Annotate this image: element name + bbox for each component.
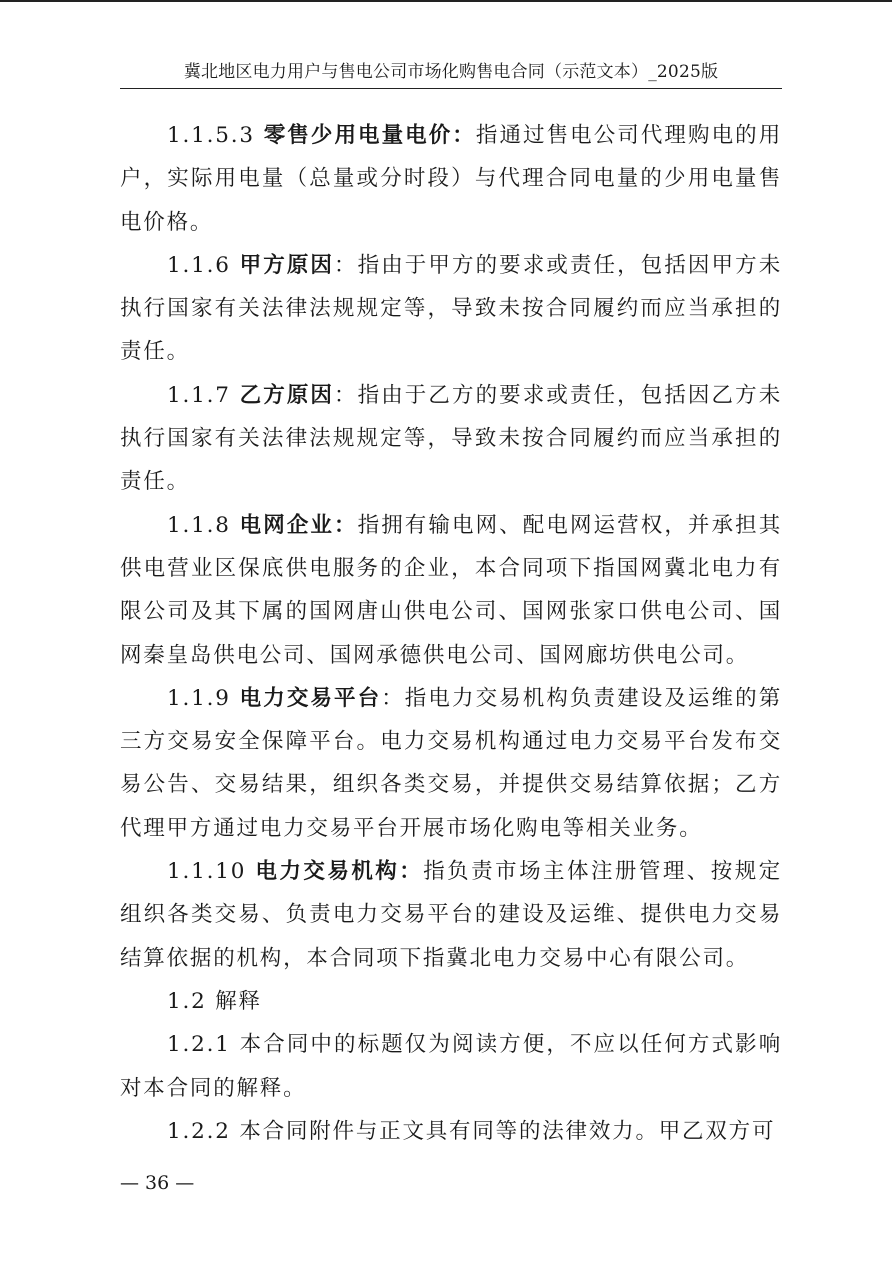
clause-1-1-9 <box>120 677 782 850</box>
clause-text: ：指由于甲方的要求或责任，包括因甲方未执行国家有关法律法规规定等，导致未按合同履约而应当承担的责任。 <box>120 252 783 365</box>
clause-text: ：指由于乙方的要求或责任，包括因乙方未执行国家有关法律法规规定等，导致未按合同履约而应当承担的责任。 <box>120 382 783 495</box>
running-header <box>120 56 782 89</box>
clause-text: 指拥有输电网、配电网运营权，并承担其供电营业区保底供电服务的企业，本合同项下指国网冀北电力有限公司及其下属的国网唐山供电公司、国网张家口供电公司、国网秦皇岛供电公司、国网承德供电公司、国网廊坊供电公司。 <box>120 512 782 668</box>
section-1-2 <box>120 980 782 1023</box>
clause-term: 电力交易机构： <box>255 859 424 885</box>
clause-term: 零售少用电量电价： <box>263 123 476 148</box>
clause-number: 1.1.8 <box>167 512 240 538</box>
clause-text: 指负责市场主体注册管理、按规定组织各类交易、负责电力交易平台的建设及运维、提供电力交易结算依据的机构，本合同项下指冀北电力交易中心有限公司。 <box>120 859 782 971</box>
clause-text: ：指电力交易机构负责建设及运维的第三方交易安全保障平台。电力交易机构通过电力交易平台发布交易公告、交易结果，组织各类交易，并提供交易结算依据；乙方代理甲方通过电力交易平台开展市场化购电等相关业务。 <box>120 685 782 841</box>
clause-text: 本合同中的标题仅为阅读方便，不应以任何方式影响对本合同的解释。 <box>120 1032 782 1101</box>
clause-term: 甲方原因 <box>239 252 335 278</box>
clause-1-1-8 <box>120 504 782 677</box>
clause-number: 1.2 <box>167 988 216 1014</box>
clause-1-1-10 <box>120 850 782 980</box>
page-footer <box>120 1168 194 1198</box>
page-top-border <box>0 0 892 2</box>
clause-1-2-1 <box>120 1023 782 1110</box>
clause-number: 1.1.7 <box>167 382 240 408</box>
clause-number: 1.2.1 <box>167 1032 240 1058</box>
page-number: — 36 — <box>120 1172 195 1194</box>
clause-term: 乙方原因 <box>239 382 335 408</box>
clause-1-1-7 <box>120 374 782 504</box>
clause-number: 1.1.10 <box>167 859 256 885</box>
clause-text: 指通过售电公司代理购电的用户，实际用电量（总量或分时段）与代理合同电量的少用电量售电价格。 <box>120 123 783 235</box>
clause-1-1-5-3 <box>120 114 782 244</box>
clause-text: 本合同附件与正文具有同等的法律效力。甲乙双方可 <box>239 1118 776 1144</box>
header-title: 冀北地区电力用户与售电公司市场化购售电合同（示范文本）_2025版 <box>183 62 719 82</box>
document-body <box>120 114 782 1153</box>
clause-number: 1.2.2 <box>167 1118 240 1144</box>
clause-1-1-6 <box>120 244 782 374</box>
clause-1-2-2 <box>120 1110 782 1153</box>
clause-number: 1.1.6 <box>167 252 240 278</box>
clause-text: 解释 <box>215 988 262 1014</box>
clause-number: 1.1.5.3 <box>167 123 264 148</box>
clause-term: 电力交易平台 <box>239 685 382 711</box>
clause-number: 1.1.9 <box>167 685 240 711</box>
clause-term: 电网企业： <box>239 512 358 538</box>
